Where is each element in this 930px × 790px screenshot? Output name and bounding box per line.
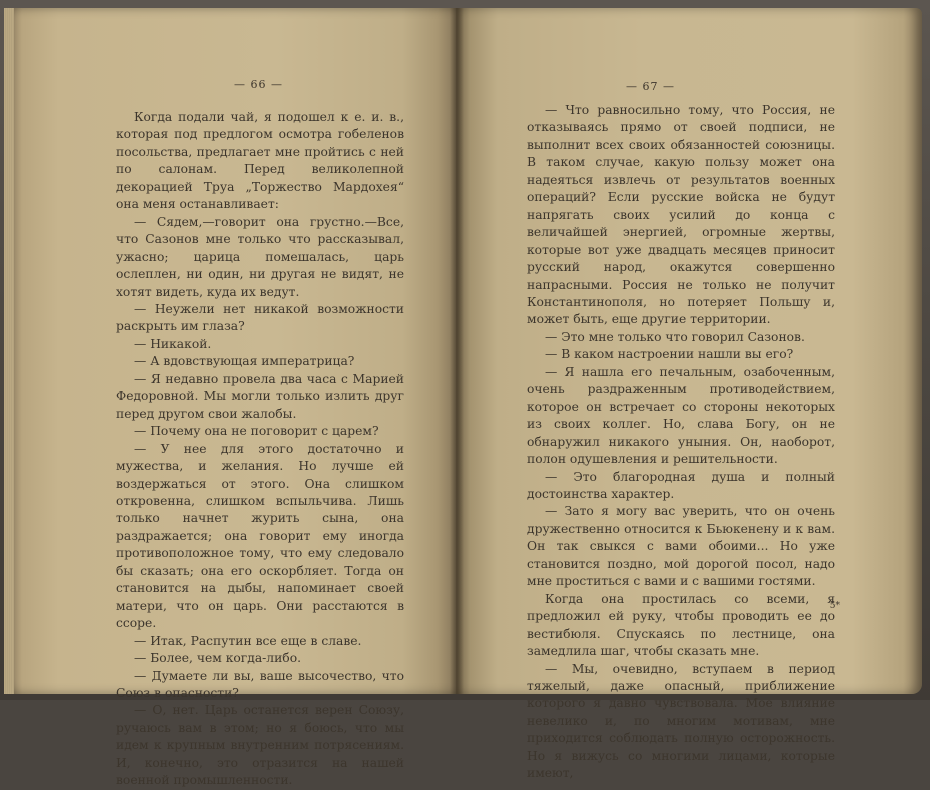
page-text (116, 109, 404, 790)
paragraph: — Я недавно провела два часа с Марией Федоровной. Мы могли только излить друг перед другом свои жалобы. (116, 371, 404, 421)
open-book (4, 8, 922, 788)
paragraph: — Сядем,—говорит она грустно.—Все, что Сазонов мне только что рассказывал, ужасно; царица помешалась, царь ослеплен, ни один, ни другая не видят, не хотят видеть, куда их ведут. (116, 214, 404, 299)
paragraph: — О, нет. Царь останется верен Союзу, ручаюсь вам в этом; но я боюсь, что мы идем к крупным внутренним потрясениям. И, конечно, это отразится на нашей военной промышленности. (116, 703, 404, 788)
paragraph: Когда она простилась со всеми, я предложил ей руку, чтобы проводить ее до вестибюля. Спускаясь по лестнице, она замедлила шаг, чтобы сказать мне. (527, 591, 835, 659)
paragraph: — У нее для этого достаточно и мужества, и желания. Но лучше ей воздержаться от этого. Она слишком откровенна, слишком вспыльчива. Лишь только начнет журить сына, она раздражается; она говорит ему иногда противоположное тому, что ему следовало бы сказать; она его оскорбляет. Тогда он становится на дыбы, напоминает своей матери, что он царь. Они расстаются в ссоре. (116, 441, 404, 631)
book-gutter (450, 8, 464, 694)
left-page (4, 8, 456, 788)
paragraph: — Думаете ли вы, ваше высочество, что Союз в опасности? (116, 668, 404, 700)
paragraph: — Никакой. (134, 336, 212, 351)
paragraph: — А вдовствующая императрица? (134, 354, 355, 369)
paragraph: — Что равносильно тому, что Россия, не отказываясь прямо от своей подписи, не выполнит всех своих обязанностей союзницы. В таком случае, какую пользу может она надеяться извлечь от результатов военных операций? Если русские войска не будут напрягать своих усилий до конца с величайшей энергией, огромные жертвы, которые вот уже двадцать месяцев приносит русский народ, окажутся совершенно напрасными. Россия не только не получит Константинополя, но потеряет Польшу и, может быть, еще другие территории. (527, 103, 835, 327)
paragraph: — Итак, Распутин все еще в славе. (134, 633, 362, 648)
paragraph: — Мы, очевидно, вступаем в период тяжелый, даже опасный, приближение которого я давно чувствовала. Мое влияние невелико и, по многим мотивам, мне приходится соблюдать полную осторожность. Но я вижусь со многими лицами, которые имеют, (527, 661, 835, 781)
paragraph: — Я нашла его печальным, озабоченным, очень раздраженным противодействием, которое он встречает со стороны некоторых из своих коллег. Но, слава Богу, он не обнаружил никакого уныния. Он, наоборот, полон одушевления и решительности. (527, 364, 835, 467)
signature-mark: 5* (829, 601, 840, 611)
page-edges (4, 8, 14, 694)
paragraph: Когда подали чай, я подошел к е. и. в., которая под предлогом осмотра гобеленов посольства, предлагает мне пройтись с ней по салонам. Перед великолепной декорацией Труа „Торжество Мардохея“ она меня останавливает: (116, 110, 404, 212)
paragraph: — Почему она не поговорит с царем? (134, 424, 379, 439)
paragraph: — Это мне только что говорил Сазонов. (545, 329, 805, 344)
paragraph: — Более, чем когда-либо. (134, 651, 302, 666)
right-page (456, 8, 922, 781)
page-text (527, 102, 835, 783)
paragraph: — Неужели нет никакой возможности раскрыть им глаза? (116, 301, 404, 334)
page-number: — 67 — (626, 80, 675, 93)
page-number: — 66 — (234, 78, 283, 91)
paragraph: — В каком настроении нашли вы его? (545, 347, 794, 362)
paragraph: — Зато я могу вас уверить, что он очень дружественно относится к Бьюкенену и к вам. Он так свыкся с вами обоими... Но уже становится поздно, мой дорогой посол, надо мне проститься с вами и с вашими гостями. (527, 504, 835, 589)
paragraph: — Это благородная душа и полный достоинства характер. (527, 469, 835, 501)
